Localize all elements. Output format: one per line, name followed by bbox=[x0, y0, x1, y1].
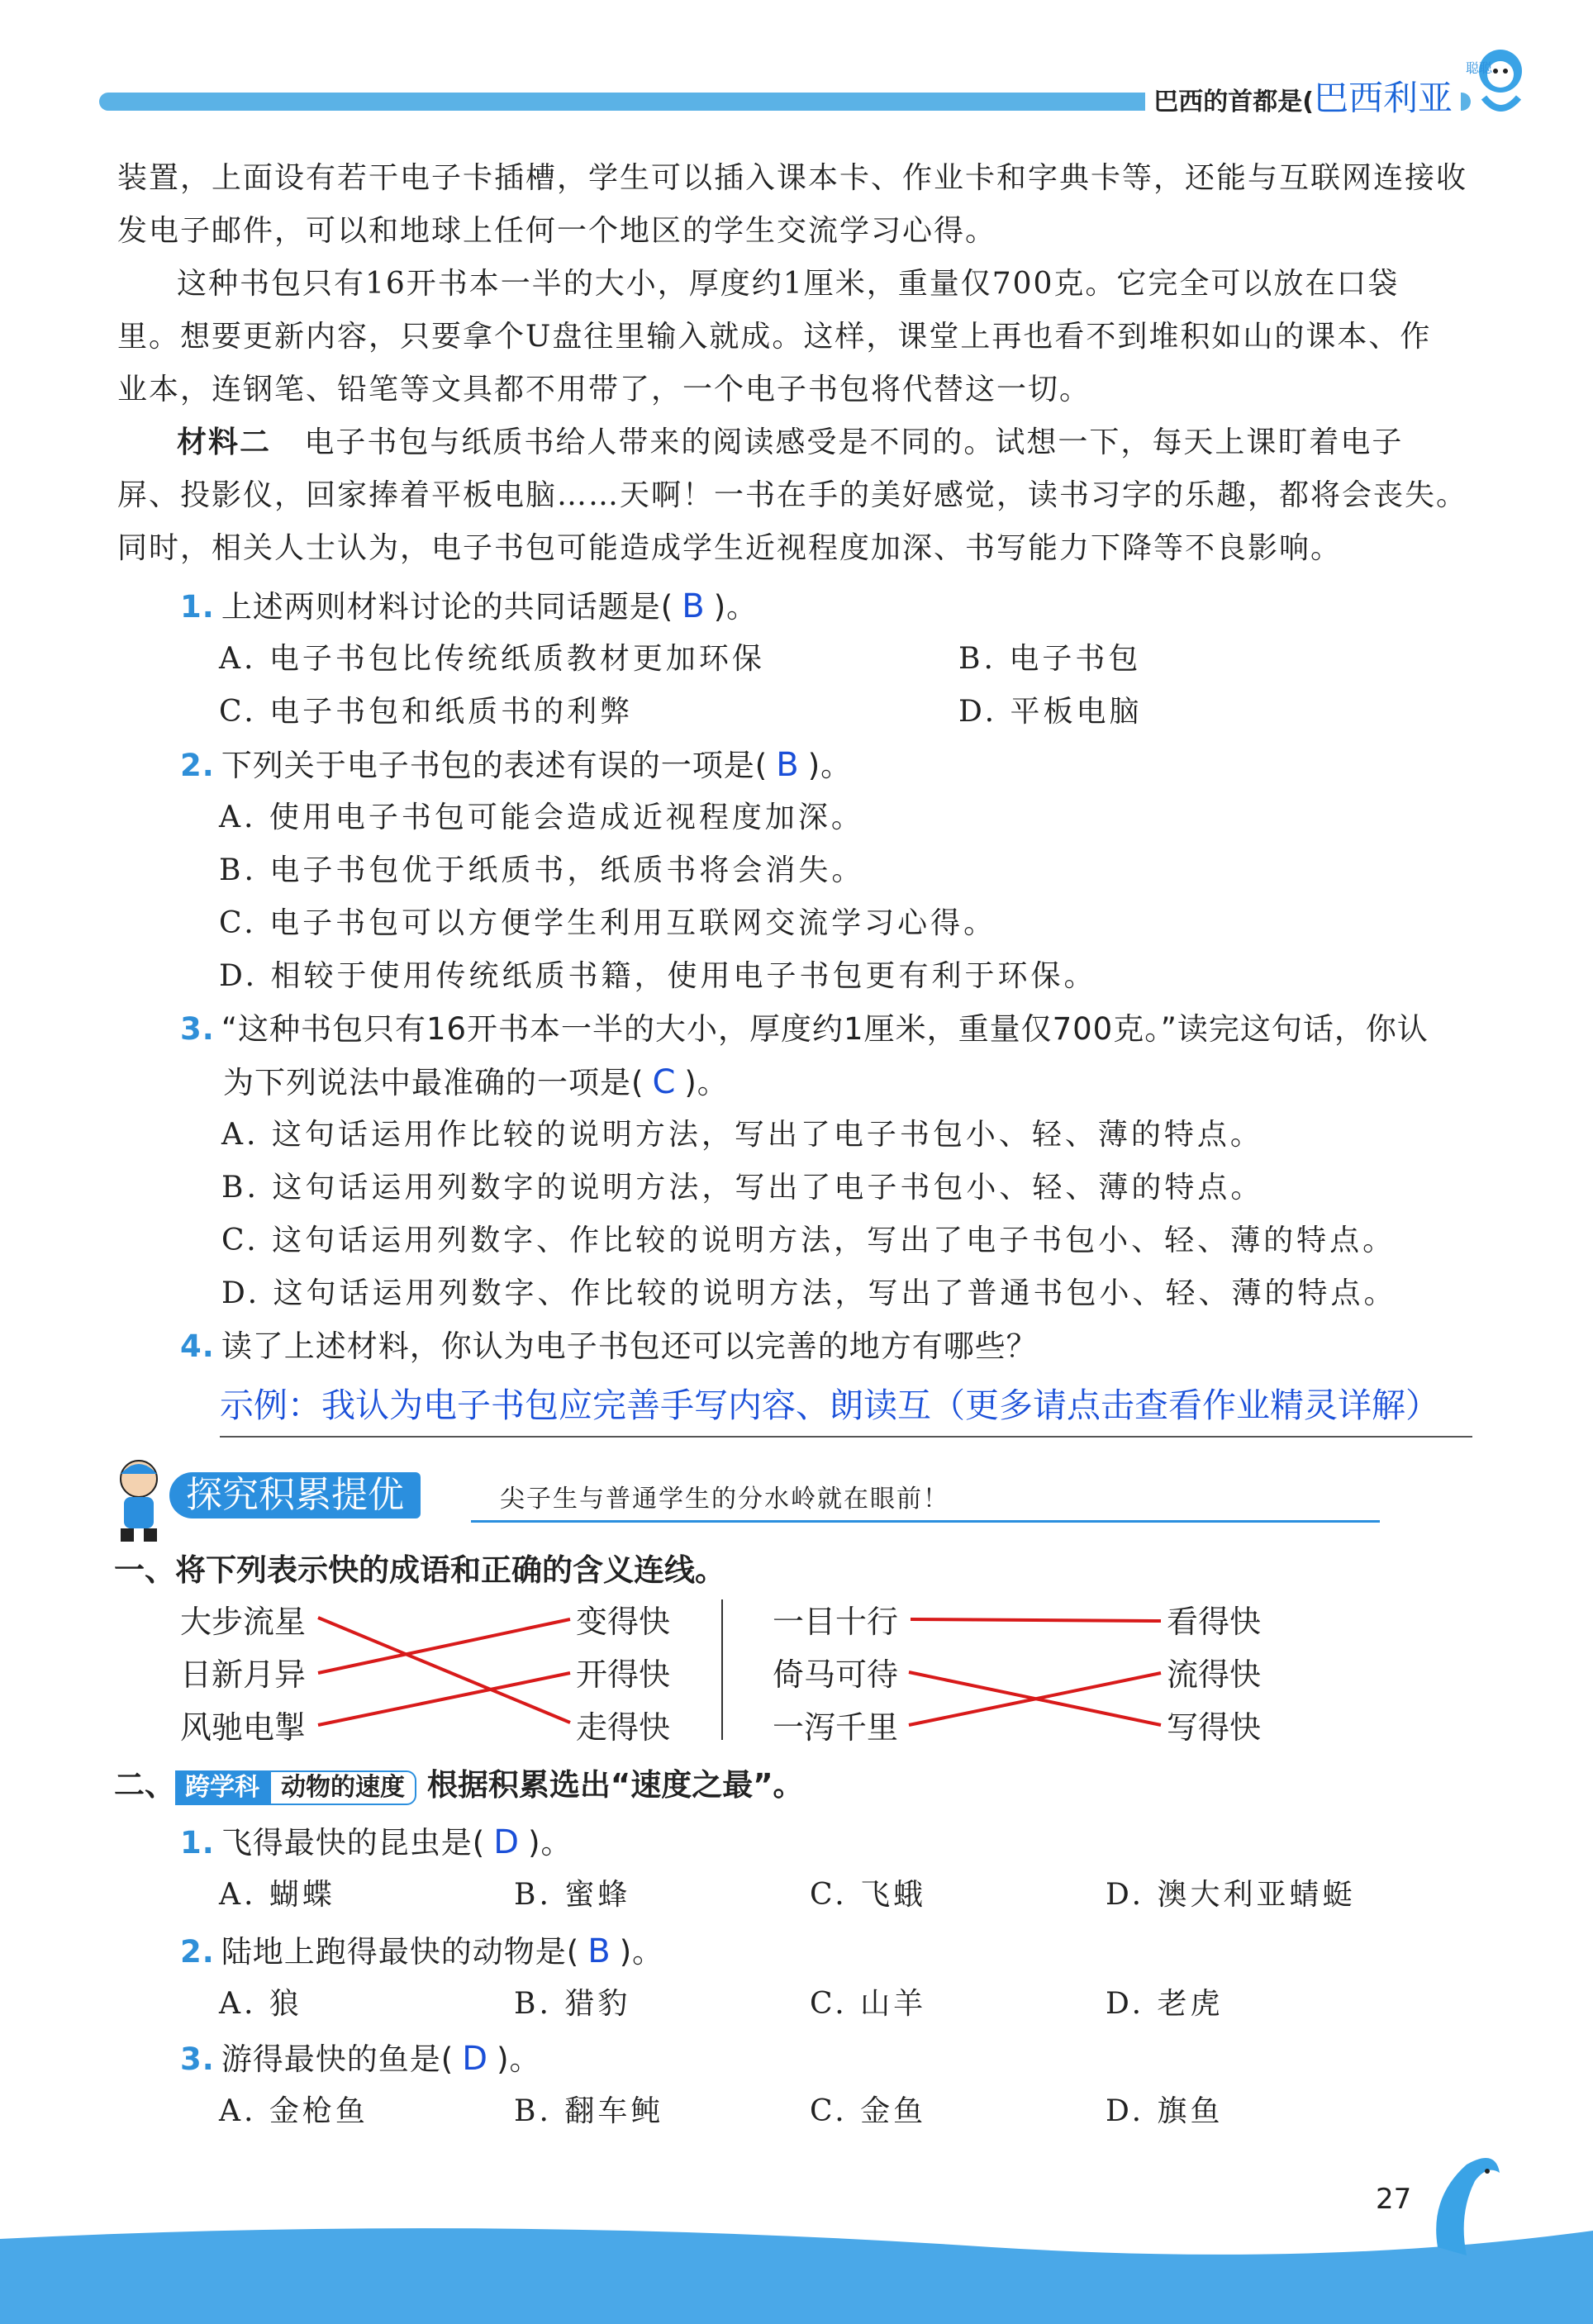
option: D. 平板电脑 bbox=[958, 695, 1143, 729]
option: B. 猎豹 bbox=[514, 1987, 631, 2021]
passage-line: 这种书包只有16开书本一半的大小，厚度约1厘米，重量仅700克。它完全可以放在口袋 bbox=[177, 267, 1400, 301]
answer-mark: D bbox=[493, 1823, 521, 1861]
question-stem: 飞得最快的昆虫是( bbox=[221, 1825, 486, 1861]
question-number: 1. bbox=[180, 1825, 215, 1861]
part2-title bbox=[114, 1760, 804, 1805]
option: C. 飞蛾 bbox=[810, 1878, 927, 1912]
match-line bbox=[318, 1619, 570, 1673]
header-answer: 巴西利亚 bbox=[1313, 78, 1453, 118]
header-question bbox=[1145, 71, 1461, 121]
question-stem-end: )。 bbox=[807, 748, 853, 783]
question-stem-end: )。 bbox=[619, 1934, 664, 1970]
meaning: 写得快 bbox=[1167, 1709, 1262, 1746]
dolphin-icon bbox=[1421, 2148, 1512, 2272]
match-line bbox=[909, 1673, 1161, 1725]
option: B. 电子书包 bbox=[958, 642, 1142, 676]
material2-label: 材料二 bbox=[177, 425, 272, 459]
answer-mark: B bbox=[587, 1932, 611, 1970]
passage bbox=[117, 152, 1472, 575]
idiom: 风驰电掣 bbox=[180, 1709, 307, 1746]
match-line bbox=[911, 1619, 1161, 1621]
meaning: 看得快 bbox=[1167, 1604, 1262, 1640]
idiom: 日新月异 bbox=[180, 1656, 307, 1693]
question-stem: 为下列说法中最准确的一项是( bbox=[223, 1065, 644, 1100]
answer-mark: D bbox=[462, 2040, 489, 2078]
passage-line: 里。想要更新内容，只要拿个U盘往里输入就成。这样，课堂上再也看不到堆积如山的课本、作 bbox=[117, 320, 1432, 354]
question-stem: 下列关于电子书包的表述有误的一项是( bbox=[221, 748, 768, 783]
meaning: 流得快 bbox=[1167, 1656, 1262, 1693]
option: D. 这句话运用列数字、作比较的说明方法，写出了普通书包小、轻、薄的特点。 bbox=[221, 1276, 1397, 1310]
option: A. 电子书包比传统纸质教材更加环保 bbox=[219, 642, 765, 676]
section-title: 探究积累提优 bbox=[169, 1472, 421, 1518]
page-number: 27 bbox=[1376, 2183, 1412, 2216]
question-number: 2. bbox=[180, 1934, 215, 1970]
question-number: 4. bbox=[180, 1328, 215, 1364]
speed-question-3 bbox=[180, 2032, 541, 2086]
header-question-text: 巴西的首都是( bbox=[1153, 88, 1314, 116]
question-stem: 上述两则材料讨论的共同话题是( bbox=[221, 589, 674, 625]
option: A. 这句话运用作比较的说明方法，写出了电子书包小、轻、薄的特点。 bbox=[221, 1118, 1263, 1152]
answer-mark: C bbox=[652, 1063, 677, 1101]
passage-line: 发电子邮件，可以和地球上任何一个地区的学生交流学习心得。 bbox=[117, 214, 997, 248]
footer-wave bbox=[0, 2222, 1593, 2324]
answer-mark: B bbox=[776, 746, 800, 784]
speed-question-2 bbox=[180, 1925, 663, 1979]
material2-line bbox=[117, 416, 1472, 469]
option: A. 狼 bbox=[219, 1987, 302, 2021]
question-2 bbox=[180, 739, 852, 792]
question-stem-end: )。 bbox=[528, 1825, 573, 1861]
option: D. 旗鱼 bbox=[1106, 2094, 1224, 2128]
section-subtitle: 尖子生与普通学生的分水岭就在眼前！ bbox=[500, 1485, 949, 1514]
idiom: 一泻千里 bbox=[773, 1709, 899, 1746]
question-stem: 游得最快的鱼是( bbox=[221, 2041, 454, 2077]
option: C. 这句话运用列数字、作比较的说明方法，写出了电子书包小、轻、薄的特点。 bbox=[221, 1224, 1396, 1257]
material2-text: 电子书包与纸质书给人带来的阅读感受是不同的。试想一下，每天上课盯着电子 bbox=[304, 425, 1404, 459]
meaning: 变得快 bbox=[576, 1604, 671, 1640]
option: B. 翻车鲀 bbox=[514, 2094, 664, 2128]
question-3 bbox=[180, 1003, 1429, 1056]
answer-mark: B bbox=[682, 587, 706, 625]
part1-title: 一、将下列表示快的成语和正确的含义连线。 bbox=[114, 1552, 725, 1588]
question-4 bbox=[180, 1320, 1038, 1373]
question-stem: 陆地上跑得最快的动物是( bbox=[221, 1934, 580, 1970]
question-number: 3. bbox=[180, 1011, 215, 1047]
match-line bbox=[318, 1673, 570, 1725]
column-divider bbox=[721, 1599, 723, 1740]
idiom: 倚马可待 bbox=[773, 1656, 899, 1693]
monkey-mascot-icon bbox=[1461, 40, 1535, 122]
option: C. 山羊 bbox=[810, 1987, 927, 2021]
material2-line: 同时，相关人士认为，电子书包可能造成学生近视程度加深、书写能力下降等不良影响。 bbox=[117, 531, 1343, 565]
material2-line: 屏、投影仪，回家捧着平板电脑……天啊！一书在手的美好感觉，读书习字的乐趣，都将会丧失。 bbox=[117, 478, 1468, 512]
question-stem-end: )。 bbox=[684, 1065, 729, 1100]
option: B. 蜜蜂 bbox=[514, 1878, 631, 1912]
topic-tag: 动物的速度 bbox=[269, 1770, 416, 1805]
subject-tag: 跨学科 bbox=[175, 1770, 269, 1805]
handwritten-answer: 示例：我认为电子书包应完善手写内容、朗读互（更多请点击查看作业精灵详解） bbox=[220, 1385, 1439, 1425]
part2-prefix: 二、 bbox=[114, 1767, 175, 1803]
question-number: 1. bbox=[180, 589, 215, 625]
option: D. 老虎 bbox=[1106, 1987, 1224, 2021]
option: A. 金枪鱼 bbox=[219, 2094, 369, 2128]
option: A. 蝴蝶 bbox=[219, 1878, 335, 1912]
question-stem-end: )。 bbox=[497, 2041, 541, 2077]
meaning: 走得快 bbox=[576, 1709, 671, 1746]
speed-question-1 bbox=[180, 1816, 573, 1870]
option: C. 电子书包和纸质书的利弊 bbox=[219, 695, 634, 729]
idiom: 一目十行 bbox=[773, 1604, 899, 1640]
question-number: 2. bbox=[180, 748, 215, 783]
passage-line: 业本，连钢笔、铅笔等文具都不用带了，一个电子书包将代替这一切。 bbox=[117, 373, 1091, 406]
option: C. 金鱼 bbox=[810, 2094, 927, 2128]
option: B. 电子书包优于纸质书，纸质书将会消失。 bbox=[219, 853, 865, 887]
question-stem: 读了上述材料，你认为电子书包还可以完善的地方有哪些？ bbox=[221, 1328, 1038, 1364]
passage-line: 装置，上面设有若干电子卡插槽，学生可以插入课本卡、作业卡和字典卡等，还能与互联网连接收 bbox=[117, 161, 1468, 195]
section-divider bbox=[471, 1520, 1380, 1523]
boy-mascot-icon bbox=[106, 1454, 172, 1545]
question-1 bbox=[180, 580, 758, 634]
meaning: 开得快 bbox=[576, 1656, 671, 1693]
part2-title-text: 根据积累选出“速度之最”。 bbox=[426, 1767, 804, 1803]
option: C. 电子书包可以方便学生利用互联网交流学习心得。 bbox=[219, 906, 997, 940]
match-line bbox=[909, 1672, 1161, 1725]
question-3-cont bbox=[223, 1056, 729, 1110]
option: D. 澳大利亚蜻蜓 bbox=[1106, 1878, 1356, 1912]
match-line bbox=[318, 1618, 570, 1723]
option: B. 这句话运用列数字的说明方法，写出了电子书包小、轻、薄的特点。 bbox=[221, 1171, 1264, 1205]
option: D. 相较于使用传统纸质书籍，使用电子书包更有利于环保。 bbox=[219, 959, 1097, 993]
idiom: 大步流星 bbox=[180, 1604, 307, 1640]
question-number: 3. bbox=[180, 2041, 215, 2077]
question-stem: “这种书包只有16开书本一半的大小，厚度约1厘米，重量仅700克。”读完这句话，你认 bbox=[221, 1011, 1429, 1047]
question-stem-end: )。 bbox=[713, 589, 758, 625]
option: A. 使用电子书包可能会造成近视程度加深。 bbox=[219, 801, 864, 834]
answer-underline bbox=[220, 1436, 1472, 1438]
mascot-label: 聪聪 bbox=[1466, 60, 1493, 76]
